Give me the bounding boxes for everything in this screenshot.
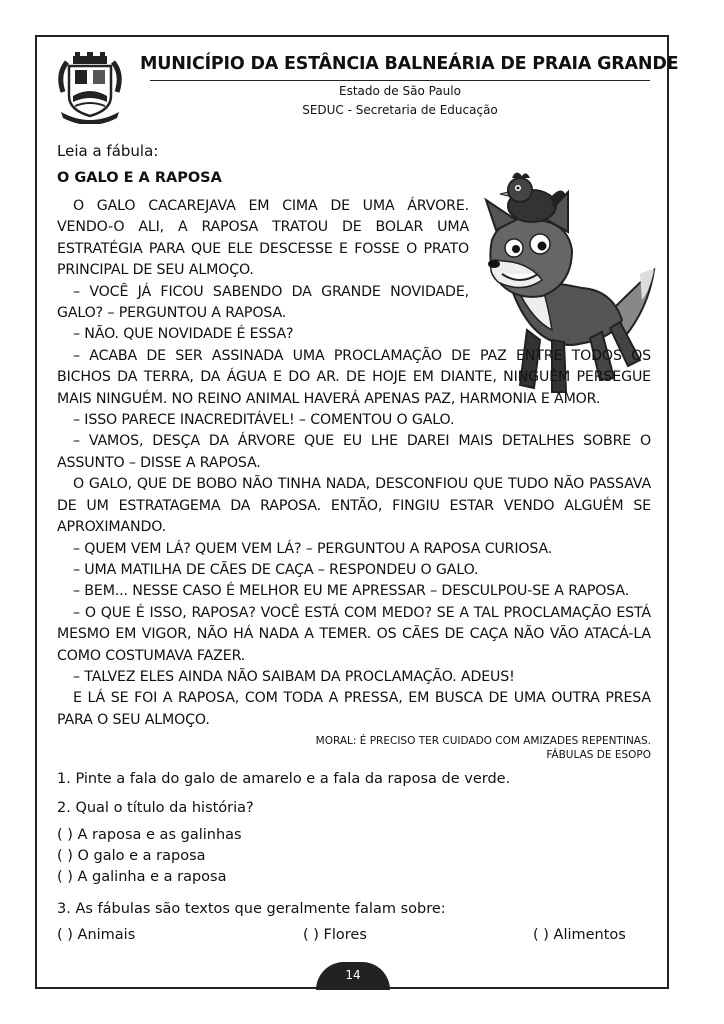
- story-text: [57, 196, 651, 731]
- story-paragraph: E LÁ SE FOI A RAPOSA, COM TODA A PRESSA, EM BUSCA DE UMA OUTRA PRESA PARA O SEU ALMOÇO.: [57, 690, 651, 728]
- question-3: 3. As fábulas são textos que geralmente falam sobre:: [57, 901, 446, 917]
- reading-instruction: Leia a fábula:: [57, 142, 159, 160]
- coat-of-arms-icon: [55, 52, 125, 124]
- q2-option-3[interactable]: ( ) A galinha e a raposa: [57, 869, 227, 885]
- question-2: 2. Qual o título da história?: [57, 800, 254, 816]
- header-divider: [150, 80, 650, 81]
- story-paragraph: – TALVEZ ELES AINDA NÃO SAIBAM DA PROCLAMAÇÃO. ADEUS!: [73, 668, 515, 685]
- story-paragraph: – NÃO. QUE NOVIDADE É ESSA?: [73, 326, 294, 343]
- moral-text: MORAL: É PRECISO TER CUIDADO COM AMIZADES REPENTINAS.: [315, 735, 651, 747]
- q3-option-food[interactable]: ( ) Alimentos: [533, 927, 626, 943]
- q3-option-flowers[interactable]: ( ) Flores: [303, 927, 367, 943]
- story-title: O GALO E A RAPOSA: [57, 170, 222, 186]
- story-paragraph: – ACABA DE SER ASSINADA UMA PROCLAMAÇÃO DE PAZ ENTRE TODOS OS BICHOS DA TERRA, DA ÁGUA E DO AR. DE HOJE EM DIANTE, NINGUÉM PERSEGUE MAIS NINGUÉM. NO REINO ANIMAL HAVERÁ APENAS PAZ, HARMONIA E AMOR.: [57, 347, 651, 407]
- q2-option-2[interactable]: ( ) O galo e a raposa: [57, 848, 206, 864]
- story-paragraph: – ISSO PARECE INACREDITÁVEL! – COMENTOU O GALO.: [73, 412, 455, 429]
- story-paragraph: – O QUE É ISSO, RAPOSA? VOCÊ ESTÁ COM MEDO? SE A TAL PROCLAMAÇÃO ESTÁ MESMO EM VIGOR, NÃO HÁ NADA A TEMER. OS CÃES DE CAÇA NÃO VÃO ATACÁ-LA COMO COSTUMAVA FAZER.: [57, 604, 651, 664]
- q2-option-1[interactable]: ( ) A raposa e as galinhas: [57, 827, 242, 843]
- story-paragraph: O GALO, QUE DE BOBO NÃO TINHA NADA, DESCONFIOU QUE TUDO NÃO PASSAVA DE UM ESTRATAGEMA DA RAPOSA. ENTÃO, FINGIU ESTAR VENDO ALGUÉM SE APROXIMANDO.: [57, 476, 651, 536]
- municipality-title: MUNICÍPIO DA ESTÂNCIA BALNEÁRIA DE PRAIA GRANDE: [140, 54, 679, 74]
- story-paragraph: – VOCÊ JÁ FICOU SABENDO DA GRANDE NOVIDADE, GALO? – PERGUNTOU A RAPOSA.: [57, 283, 469, 322]
- story-paragraph: – QUEM VEM LÁ? QUEM VEM LÁ? – PERGUNTOU A RAPOSA CURIOSA.: [73, 540, 553, 557]
- story-paragraph: O GALO CACAREJAVA EM CIMA DE UMA ÁRVORE. VENDO-O ALI, A RAPOSA TRATOU DE BOLAR UMA ESTRATÉGIA PARA QUE ELE DESCESSE E FOSSE O PRATO PRINCIPAL DE SEU ALMOÇO.: [57, 198, 469, 279]
- source-text: FÁBULAS DE ESOPO: [546, 749, 651, 761]
- story-paragraph: – VAMOS, DESÇA DA ÁRVORE QUE EU LHE DAREI MAIS DETALHES SOBRE O ASSUNTO – DISSE A RAPOSA.: [57, 433, 651, 471]
- q3-option-animals[interactable]: ( ) Animais: [57, 927, 136, 943]
- state-name: Estado de São Paulo: [339, 84, 461, 98]
- story-paragraph: – BEM... NESSE CASO É MELHOR EU ME APRESSAR – DESCULPOU-SE A RAPOSA.: [73, 583, 630, 600]
- story-paragraph: – UMA MATILHA DE CÃES DE CAÇA – RESPONDEU O GALO.: [73, 561, 479, 578]
- moral-block: [300, 734, 651, 762]
- department-name: SEDUC - Secretaria de Educação: [302, 103, 498, 117]
- page-number: 14: [345, 968, 361, 982]
- question-1: 1. Pinte a fala do galo de amarelo e a fala da raposa de verde.: [57, 771, 511, 787]
